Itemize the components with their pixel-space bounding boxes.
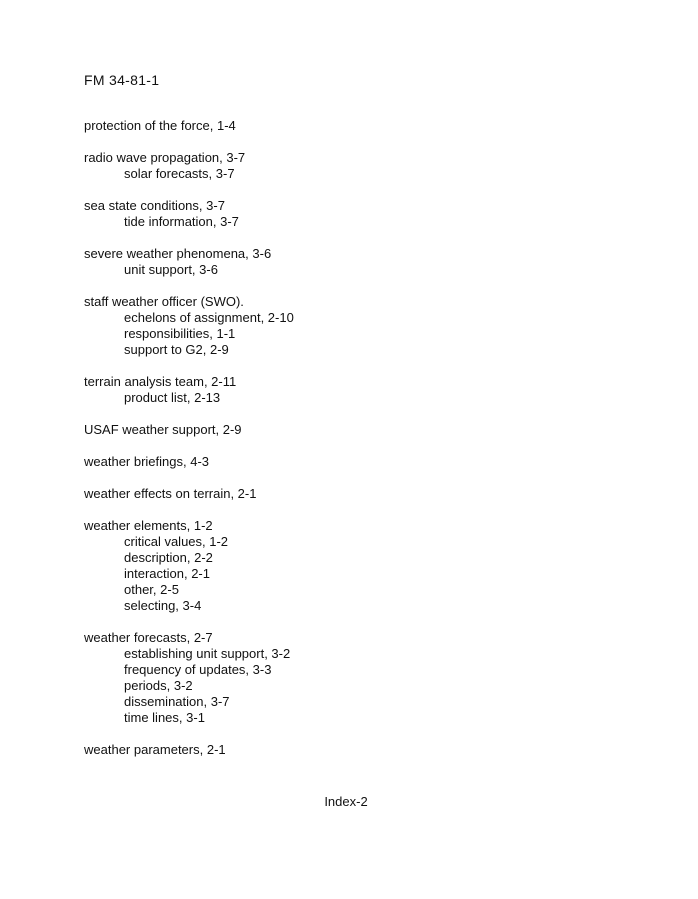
- index-term: weather effects on terrain, 2-1: [84, 486, 257, 501]
- index-entry: [84, 374, 604, 406]
- index-subterm: tide information, 3-7: [124, 214, 239, 229]
- index-term: weather elements, 1-2: [84, 518, 213, 533]
- index-term: radio wave propagation, 3-7: [84, 150, 246, 165]
- index-subterm: selecting, 3-4: [124, 598, 202, 613]
- index-subterm: support to G2, 2-9: [124, 342, 229, 357]
- index-subterm: interaction, 2-1: [124, 566, 210, 581]
- index-entry: [84, 294, 604, 358]
- index-entry: [84, 518, 604, 614]
- index-subterm: solar forecasts, 3-7: [124, 166, 235, 181]
- index-subterm: unit support, 3-6: [124, 262, 218, 277]
- index-term: severe weather phenomena, 3-6: [84, 246, 272, 261]
- index-term: protection of the force, 1-4: [84, 118, 236, 133]
- index-subterm: dissemination, 3-7: [124, 694, 230, 709]
- index-subterm: other, 2-5: [124, 582, 179, 597]
- index-subterm: responsibilities, 1-1: [124, 326, 236, 341]
- index-list: [84, 118, 604, 774]
- page-number: Index-2: [324, 794, 368, 809]
- index-subterm: product list, 2-13: [124, 390, 221, 405]
- index-subterm: critical values, 1-2: [124, 534, 229, 549]
- document-id: FM 34-81-1: [84, 72, 160, 88]
- index-entry: [84, 486, 604, 502]
- index-subterm: frequency of updates, 3-3: [124, 662, 272, 677]
- index-entry: [84, 246, 604, 278]
- index-subterm: description, 2-2: [124, 550, 213, 565]
- index-term: sea state conditions, 3-7: [84, 198, 225, 213]
- index-term: weather briefings, 4-3: [84, 454, 210, 469]
- index-term: USAF weather support, 2-9: [84, 422, 242, 437]
- index-term: staff weather officer (SWO).: [84, 294, 244, 309]
- index-term: weather parameters, 2-1: [84, 742, 226, 757]
- index-entry: [84, 422, 604, 438]
- index-entry: [84, 454, 604, 470]
- index-entry: [84, 742, 604, 758]
- index-subterm: echelons of assignment, 2-10: [124, 310, 294, 325]
- index-entry: [84, 198, 604, 230]
- index-subterm: time lines, 3-1: [124, 710, 205, 725]
- index-term: terrain analysis team, 2-11: [84, 374, 237, 389]
- index-entry: [84, 118, 604, 134]
- page-footer: [0, 794, 698, 809]
- index-entry: [84, 630, 604, 726]
- index-subterm: periods, 3-2: [124, 678, 193, 693]
- index-term: weather forecasts, 2-7: [84, 630, 213, 645]
- index-subterm: establishing unit support, 3-2: [124, 646, 291, 661]
- index-entry: [84, 150, 604, 182]
